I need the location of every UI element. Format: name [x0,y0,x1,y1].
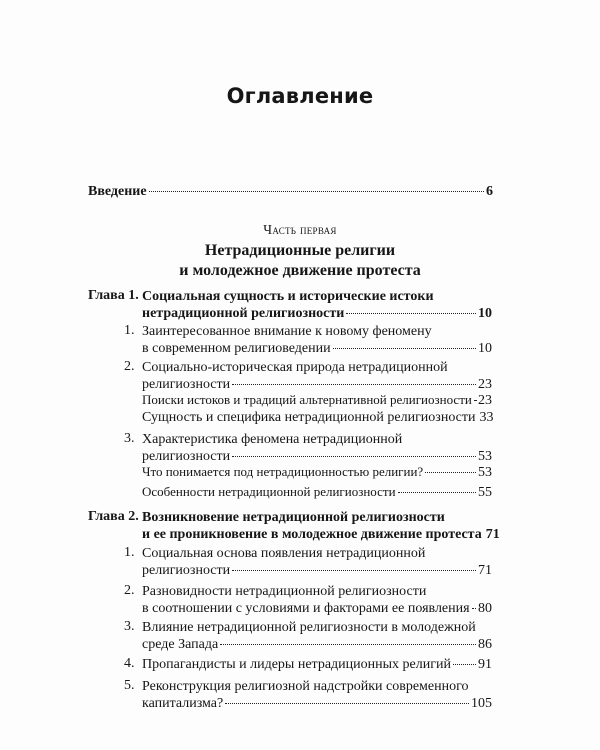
chapter-title-line-1: Возникновение нетрадиционной религиозности [142,510,445,525]
chapter-title-line-2: нетрадиционной религиозности [142,306,345,321]
section-title-line-1: Социально-историческая природа нетрадиционной [142,360,448,375]
toc-entry-section[interactable] [142,656,492,673]
section-title-line-2: в современном религиоведении [142,341,331,356]
toc-entry-section[interactable] [142,619,492,653]
section-title-line-2: среде Запада [142,637,219,652]
page-number: 80 [478,601,492,616]
page-number: 53 [478,465,492,480]
section-title-line-2: в соотношении с условиями и факторами ее появления [142,601,470,616]
leader-dots [474,400,476,401]
toc-entry-section[interactable] [142,545,492,579]
section-title-line-1: Разновидности нетрадиционной религиозности [142,584,427,599]
chapter-number: Глава 1. [88,288,139,303]
page-title: Оглавление [226,84,374,108]
page-number: 91 [478,657,492,672]
toc-entry-section[interactable] [142,359,492,393]
leader-dots [149,191,484,192]
toc-entry-chapter-2[interactable] [142,509,500,543]
section-title-line-2: религиозности [142,563,231,578]
section-number: 2. [124,583,135,598]
toc-entry-subsection[interactable] [142,483,492,501]
subsection-title: Поиски истоков и традиций альтернативной религиозности [142,392,472,407]
page-number: 53 [478,449,492,464]
toc-entry-section[interactable] [142,678,492,712]
page-number: 23 [478,393,492,408]
section-number: 4. [124,656,135,671]
leader-dots [346,313,476,314]
page-number: 105 [471,696,492,711]
page-number: 10 [478,341,492,356]
subsection-title: Сущность и специфика нетрадиционной религиозности [142,410,476,425]
page-number: 55 [478,485,492,500]
section-title: Пропагандисты и лидеры нетрадиционных религий [142,657,451,672]
section-title-line-2: религиозности [142,449,231,464]
section-number: 2. [124,359,135,374]
page-number: 23 [478,377,492,392]
toc-entry-intro[interactable] [88,183,493,200]
chapter-title-line-2: и ее проникновение в молодежное движение протеста [142,527,482,542]
section-title-line-1: Заинтересованное внимание к новому феномену [142,324,432,339]
page-number: 86 [478,637,492,652]
leader-dots [225,703,469,704]
section-title-line-1: Влияние нетрадиционной религиозности в молодежной [142,620,476,635]
section-number: 1. [124,323,135,338]
page-number: 6 [486,184,493,199]
section-title-line-2: капитализма? [142,696,224,711]
toc-entry-section[interactable] [142,431,492,465]
leader-dots [425,472,476,473]
part-title-line-2: и молодежное движение протеста [179,262,421,279]
page-number: 71 [478,563,492,578]
page-number: 10 [478,306,492,321]
part-label: Часть первая [263,222,337,237]
section-title-line-1: Реконструкция религиозной надстройки современного [142,679,469,694]
subsection-title: Что понимается под нетрадиционностью религии? [142,464,424,479]
leader-dots [472,608,476,609]
leader-dots [232,384,476,385]
chapter-number: Глава 2. [88,509,139,524]
toc-entry-chapter-1[interactable] [142,288,492,322]
section-title-line-1: Характеристика феномена нетрадиционной [142,432,403,447]
section-number: 1. [124,545,135,560]
leader-dots [232,570,476,571]
toc-entry-subsection[interactable] [142,463,492,481]
toc-entry-section[interactable] [142,583,492,617]
leader-dots [333,348,476,349]
subsection-title: Особенности нетрадиционной религиозности [142,484,396,499]
section-title-line-1: Социальная основа появления нетрадиционной [142,546,426,561]
leader-dots [453,664,476,665]
leader-dots [398,492,476,493]
page-number: 33 [479,410,494,425]
section-number: 5. [124,678,135,693]
page-number: 71 [485,527,500,542]
toc-entry-section[interactable] [142,323,492,357]
toc-entry-subsection[interactable] [142,409,492,426]
chapter-title-line-1: Социальная сущность и исторические истоки [142,289,434,304]
toc-entry-subsection[interactable] [142,391,492,409]
section-title-line-2: религиозности [142,377,231,392]
toc-entry-label: Введение [88,184,147,199]
section-number: 3. [124,431,135,446]
leader-dots [232,456,476,457]
leader-dots [220,644,476,645]
part-title-line-1: Нетрадиционные религии [204,242,396,259]
section-number: 3. [124,619,135,634]
